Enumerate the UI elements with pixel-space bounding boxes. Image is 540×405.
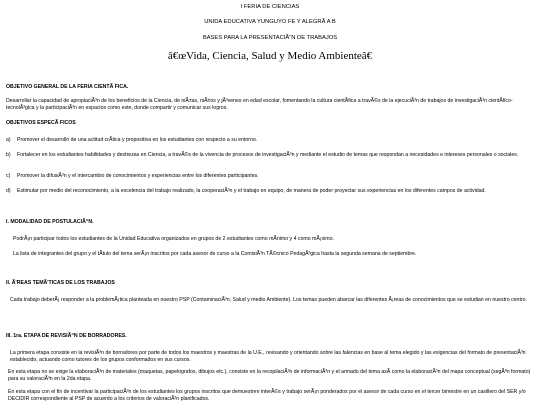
list-item-text: Estimular por medio del reconocimiento, a la excelencia del trabajo realizado, la cooperaciÃ³n y el trabajo en equipo, de manera de poder proyectar sus experiencias en los diferentes campos de actividad.	[17, 188, 486, 194]
modalidad-title: I. MODALIDAD DE POSTULACIÃ“N.	[6, 219, 94, 225]
areas-text: Cada trabajo deberÃ¡ responder a la problemÃ¡tica planteada en nuestro PSP (ContaminaciÃ³n, Salud y medio Ambiente). Los temas pueden abarcar las diferentes Ã¡reas de conocimientos que se estudian en nuestro centro.	[10, 297, 527, 303]
header-line-2: UNIDA EDUCATIVA YUNGUYO FE Y ALEGRÃ A B	[204, 19, 336, 25]
etapa-paragraph-3: En esta etapa con el fin de incentivar la participaciÃ³n de los estudiantes los grupos inscritos que demuestren interÃ©s y trabajo serÃ¡n ponderados por el asesor de cada curso en el tercer bimestre en un casillero del SER y/o DECIDIR correspondiente al PSP de acuerdo a los criterios de valoraciÃ³n planificados.	[8, 389, 526, 402]
etapa-paragraph-1: La primera etapa consiste en la revisiÃ³n de borradores por parte de todos los maestros y maestras de la U.E., revisando y orientando sobre las falencias en base al tema elegido y las exigencias del formato de presentaciÃ³n establecido, actuando como tutores de los grupos conformados en sus cursos.	[10, 350, 526, 363]
modalidad-paragraph-1: PodrÃ¡n participar todos los estudiantes de la Unidad Educativa organizados en grupos de 2 estudiantes como mÃnimo y 4 como mÃ¡ximo.	[13, 236, 334, 242]
list-item-text: Promover la difusiÃ³n y el intercambio de conocimientos y experiencias entre los diferentes participantes.	[17, 173, 259, 179]
list-item	[6, 137, 534, 144]
list-marker: a)	[6, 137, 11, 143]
list-item-text: Fortalecer en los estudiantes habilidades y destrezas en Ciencia, a travÃ©s de la vivencia de procesos de investigaciÃ³n y mediante el estudio de temas que respondan a necesidades e intereses personales o sociales.	[17, 152, 519, 158]
motto: â€œVida, Ciencia, Salud y Medio Ambienteâ€	[167, 50, 373, 62]
list-marker: c)	[6, 173, 11, 179]
objetivos-especificos-title: OBJETIVOS ESPECÃ FICOS	[6, 120, 76, 126]
list-marker: b)	[6, 152, 11, 158]
list-marker: d)	[6, 188, 11, 194]
list-item-text: Promover el desarrollo de una actitud crÃtica y propositiva en los estudiantes con respecto a su entorno.	[17, 137, 258, 143]
header-line-1: I FERIA DE CIENCIAS	[240, 4, 300, 10]
list-item	[6, 188, 534, 195]
list-item	[6, 152, 534, 159]
objetivo-general-text: Desarrollar la capacidad de apropiaciÃ³n de los beneficios de la Ciencia, de niÃ±as, niÃ±os y jÃ³venes en edad escolar, fomentando la cultura cientÃfica a travÃ©s de la ejecuciÃ³n de trabajos de investigaciÃ³n cientÃfico-tecnolÃ³gica y la participaciÃ³n en espacios como este, donde compartir y comunicar sus logros.	[6, 98, 513, 111]
etapa-paragraph-2: En esta etapa no se exige la elaboraciÃ³n de materiales (maquetas, papelografos, dibujos etc.), consiste en la recopilaciÃ³n de informaciÃ³n y el armado del tema asÃ como la elaboraciÃ³n del mapa conceptual (segÃºn formato) para su valoraciÃ³n en la 2da etapa.	[8, 369, 531, 382]
list-item	[6, 173, 534, 180]
areas-title: II. Ã'REAS TEMÃ'TICAS DE LOS TRABAJOS	[6, 280, 115, 286]
modalidad-paragraph-2: La lista de integrantes del grupo y el tÃtulo del tema serÃ¡n inscritos por cada asesor de curso a la ComisiÃ³n TÃ©cnico PedagÃ³gica hasta la segunda semana de septiembre.	[13, 251, 417, 257]
objetivo-general-title: OBJETIVO GENERAL DE LA FERIA CIENTÃ FICA.	[6, 84, 129, 90]
header-line-3: BASES PARA LA PRESENTACIÃ“N DE TRABAJOS	[202, 35, 338, 41]
etapa-title: III. 1ra. ETAPA DE REVISIÃ“N DE BORRADORES.	[6, 333, 127, 339]
